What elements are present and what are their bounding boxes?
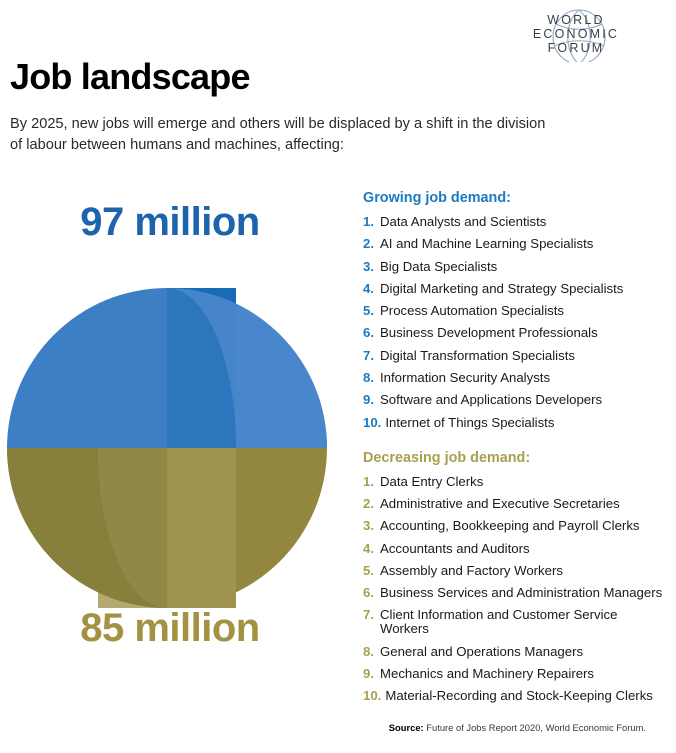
list-item-label: Client Information and Customer Service Workers [380,607,618,637]
page-subtitle: By 2025, new jobs will emerge and others will be displaced by a shift in the division of labour between humans and machines, affecting: [10,116,546,153]
list-item-number: 6. [363,585,374,601]
list-item-number: 3. [363,518,374,534]
list-item-label: Information Security Analysts [380,370,551,386]
list-item-number: 10. [363,414,382,430]
list-item-label: Assembly and Factory Workers [380,562,563,578]
source-label: Source: [388,722,424,733]
list-item-label: Data Entry Clerks [380,473,484,489]
list-item-number: 3. [363,258,374,274]
list-item-label: Data Analysts and Scientists [380,214,547,229]
list-item [363,519,668,533]
logo-line-forum: FORUM [547,41,605,55]
list-item [363,586,668,600]
list-item-number: 4. [363,280,374,296]
olive-mid-band [167,448,236,608]
list-item-label: Digital Marketing and Strategy Specialists [380,280,624,296]
list-item [363,349,668,363]
growing-jobs-figure: 97 million [80,200,260,244]
list-item [363,304,668,318]
list-item-number: 9. [363,392,374,408]
list-item-label: General and Operations Managers [380,643,584,659]
list-item-label: Process Automation Specialists [380,303,564,319]
list-item-label: AI and Machine Learning Specialists [380,236,594,252]
list-item [363,645,668,659]
growing-demand-list [363,215,668,430]
list-item-number: 5. [363,303,374,319]
list-item-label: Mechanics and Machinery Repairers [380,666,595,682]
list-item [363,237,668,251]
list-item-label: Software and Applications Developers [380,392,603,408]
list-item [363,282,668,296]
list-item-label: Material-Recording and Stock-Keeping Clerks [385,688,653,704]
list-item-number: 9. [363,666,374,682]
list-item-number: 6. [363,325,374,341]
list-item [363,689,668,703]
list-item [363,215,668,229]
list-item-label: Accountants and Auditors [380,540,530,556]
list-item [363,497,668,511]
source-text: Future of Jobs Report 2020, World Economic Forum. [423,722,646,733]
list-item [363,260,668,274]
list-item-label: Internet of Things Specialists [385,414,555,430]
list-item [363,542,668,556]
list-item-number: 10. [363,688,382,704]
list-item-label: Business Development Professionals [380,325,598,341]
logo-line-economic: ECONOMIC [532,27,620,41]
growing-demand-block [363,190,668,430]
list-item-number: 5. [363,562,374,578]
list-item [363,326,668,340]
list-item-number: 1. [363,473,374,489]
list-item-number: 2. [363,236,374,252]
list-item-number: 2. [363,495,374,511]
declining-jobs-figure: 85 million [80,606,260,650]
job-lists-column [363,190,668,712]
list-item [363,667,668,681]
list-item-number: 4. [363,540,374,556]
list-item [363,371,668,385]
list-item [363,564,668,578]
decreasing-demand-list [363,475,668,704]
list-item [363,393,668,407]
page-title: Job landscape [10,56,250,97]
list-item-label: Business Services and Administration Managers [380,585,663,601]
list-item [363,608,668,636]
split-circle-svg [0,280,340,610]
list-item-number: 1. [363,214,374,229]
list-item-label: Administrative and Executive Secretaries [380,495,620,511]
wef-logo [504,6,654,62]
list-item-number: 7. [363,347,374,363]
list-item [363,416,668,430]
list-item-label: Big Data Specialists [380,258,498,274]
growing-demand-heading: Growing job demand: [363,190,511,206]
source-note [389,722,646,733]
list-item-label: Digital Transformation Specialists [380,347,575,363]
logo-line-world: WORLD [547,13,605,27]
list-item-number: 8. [363,643,374,659]
list-item-number: 8. [363,370,374,386]
list-item [363,475,668,489]
decreasing-demand-heading: Decreasing job demand: [363,449,531,466]
decreasing-demand-block [363,450,668,704]
list-item-number: 7. [363,607,374,623]
list-item-label: Accounting, Bookkeeping and Payroll Clerks [380,518,640,534]
split-circle-graphic [0,280,340,610]
